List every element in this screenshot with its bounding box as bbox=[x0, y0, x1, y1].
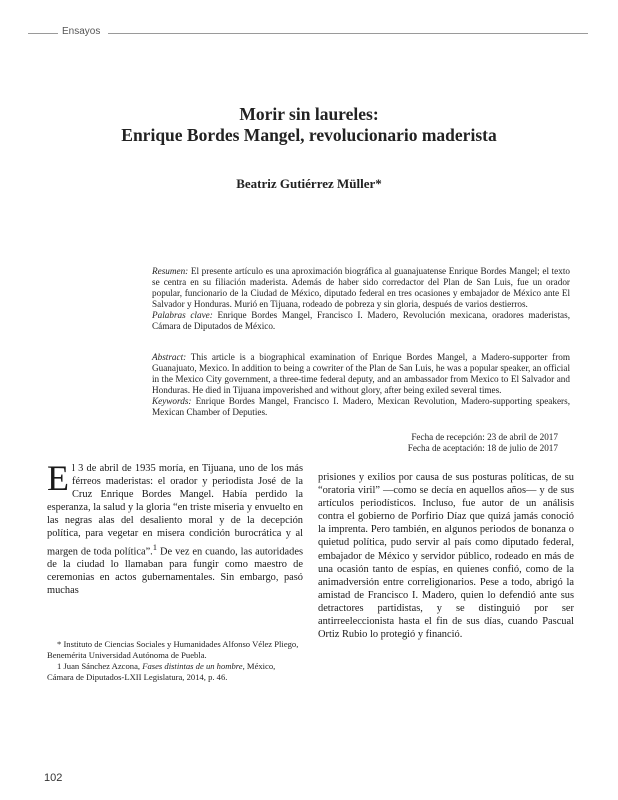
palabras-clave-label: Palabras clave: bbox=[152, 310, 213, 320]
body-paragraph-left bbox=[47, 458, 303, 597]
abstract-text: This article is a biographical examination of Enrique Bordes Mangel, a Madero-supporter from Guanajuato, Mexico. In addition to being a cowriter of the Plan de San Luis, he was a popular speaker, an official in the Mexico City government, a three-time federal deputy, and an ambassador from Mexico to El Salvador and Honduras. He died in Tijuana impoverished and without glory, after being exiled several times. bbox=[152, 352, 570, 395]
keywords-text: Enrique Bordes Mangel, Francisco I. Madero, Mexican Revolution, Madero-supporting speakers, Mexican Chamber of Deputies. bbox=[152, 396, 570, 417]
article-title bbox=[60, 104, 558, 146]
keywords-paragraph bbox=[152, 396, 570, 418]
footnote-1-suffix: , México, Cámara de Diputados-LXII Legislatura, 2014, p. 46. bbox=[47, 661, 276, 682]
footnote-ref: 1 bbox=[152, 541, 158, 552]
author-name: Beatriz Gutiérrez Müller* bbox=[236, 176, 382, 191]
received-date: Fecha de recepción: 23 de abril de 2017 bbox=[411, 432, 558, 442]
footnote-1 bbox=[47, 661, 303, 682]
section-label: Ensayos bbox=[62, 26, 101, 37]
resumen-text: El presente artículo es una aproximación biográfica al guanajuatense Enrique Bordes Mangel; el texto se centra en su filiación maderista. Además de haber sido corredactor del Plan de San Luis, fue un orador popular, funcionario de la Ciudad de México, diputado federal en tres ocasiones y embajador de México ante El Salvador y Honduras. Murió en Tijuana, rodeado de pobreza y sin gloria, después de varios destierros. bbox=[152, 266, 570, 309]
body-text-left-cont: De vez en cuando, las autoridades de la ciudad lo llamaban para fungir como maestro de ceremonias en actos gubernamentales. Sin embargo, pasó muchas bbox=[47, 546, 303, 597]
abstract-spanish bbox=[152, 266, 570, 332]
body-text-left: l 3 de abril de 1935 moría, en Tijuana, uno de los más férreos maderistas: el orador y periodista José de la Cruz Enrique Bordes Mangel. Había perdido la esperanza, la salud y la gloria “en triste miseria y envuelto en las negras alas del desaliento moral y de la decepción política, para vegetar en misera condición burocrática y al margen de toda política”. bbox=[47, 463, 303, 558]
footnotes bbox=[47, 639, 303, 682]
article-dates bbox=[408, 432, 558, 454]
body-column-right bbox=[318, 471, 574, 641]
body-column-left bbox=[47, 458, 303, 597]
title-line-1: Morir sin laureles: bbox=[239, 104, 379, 124]
header-rule-right bbox=[108, 33, 588, 34]
header-rule-left bbox=[28, 33, 58, 34]
accepted-date: Fecha de aceptación: 18 de julio de 2017 bbox=[407, 443, 558, 453]
body-text-right: prisiones y exilios por causa de sus posturas políticas, de su “oratoria viril” —como se decía en aquellos años— y de sus artículos periodísticos. Incluso, fue autor de un análisis contra el gobierno de Porfirio Díaz que quizá jamás conoció la imprenta. Pero también, en algunos periodos de bonanza o quietud política, pudo servir al país como diputado federal, embajador de México y servidor público, rodeado en más de una ocasión tanto de espías, en quienes confió, como de la animadversión entre correligionarios. Pese a todo, abrigó la amistad de Francisco I. Madero, quien lo defendió ante sus detractores partidistas, y se distinguió por ser antirreeleccionista hasta el fin de sus días, cuando Pascual Ortiz Rubio lo protegió y financió. bbox=[318, 472, 574, 641]
abstract-label: Abstract: bbox=[152, 352, 187, 362]
footnote-affiliation: * Instituto de Ciencias Sociales y Humanidades Alfonso Vélez Pliego, Benemérita Universidad Autónoma de Puebla. bbox=[47, 639, 299, 660]
footnote-1-prefix: 1 Juan Sánchez Azcona, bbox=[57, 661, 143, 671]
footnote-1-title: Fases distintas de un hombre bbox=[142, 661, 243, 671]
resumen-paragraph bbox=[152, 266, 570, 310]
palabras-clave-paragraph bbox=[152, 310, 570, 332]
drop-cap: E bbox=[47, 458, 69, 498]
palabras-clave-text: Enrique Bordes Mangel, Francisco I. Madero, Revolución mexicana, oradores maderistas, Cámara de Diputados de México. bbox=[152, 310, 570, 331]
abstract-english bbox=[152, 352, 570, 418]
resumen-label: Resumen: bbox=[152, 266, 189, 276]
page-number: 102 bbox=[44, 772, 63, 784]
keywords-label: Keywords: bbox=[152, 396, 192, 406]
title-line-2: Enrique Bordes Mangel, revolucionario maderista bbox=[121, 125, 497, 145]
abstract-paragraph bbox=[152, 352, 570, 396]
